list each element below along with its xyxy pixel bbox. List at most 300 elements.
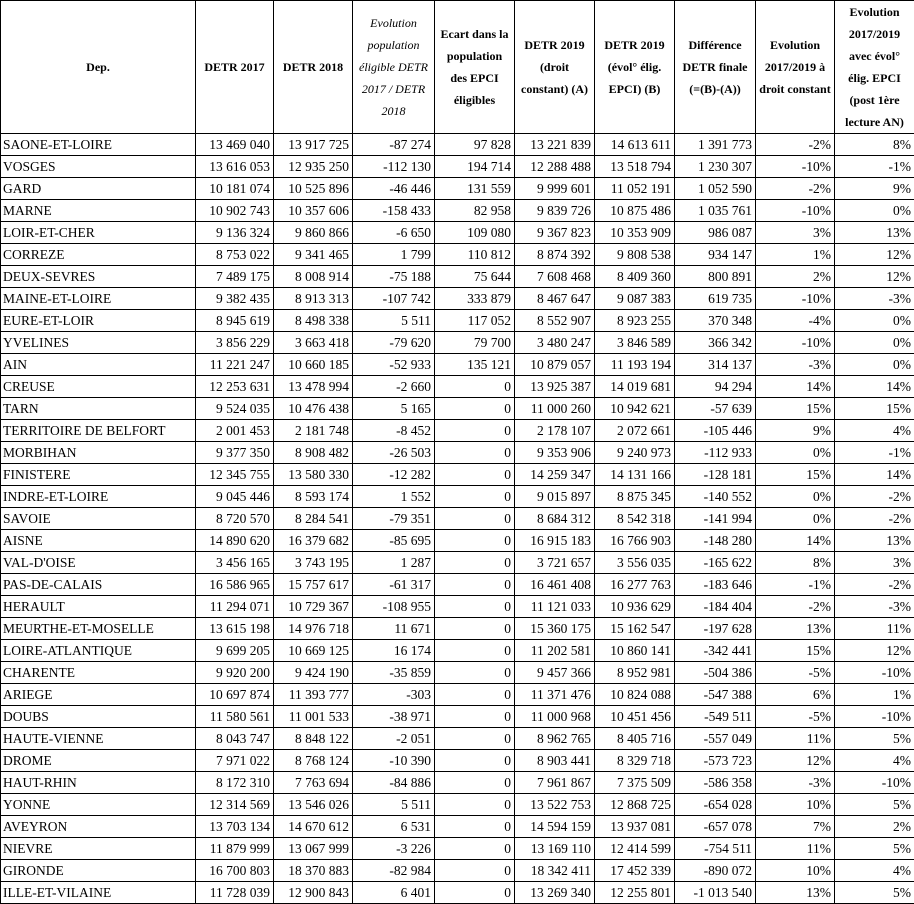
- cell-detr-2019-a: 11 000 260: [515, 398, 595, 420]
- header-row: [1, 1, 914, 134]
- cell-evolution-epci: 5%: [835, 838, 914, 860]
- cell-detr-2018: 9 341 465: [274, 244, 353, 266]
- cell-detr-2019-b: 7 375 509: [595, 772, 675, 794]
- cell-evolution-droit-constant: -3%: [756, 354, 835, 376]
- cell-ecart-epci: 0: [435, 640, 515, 662]
- cell-evolution-epci: 13%: [835, 222, 914, 244]
- cell-evolution-droit-constant: -10%: [756, 288, 835, 310]
- cell-difference: 934 147: [675, 244, 756, 266]
- cell-evolution-population: -26 503: [353, 442, 435, 464]
- cell-detr-2018: 13 546 026: [274, 794, 353, 816]
- cell-detr-2019-a: 13 925 387: [515, 376, 595, 398]
- cell-evolution-population: 1 287: [353, 552, 435, 574]
- cell-difference: -342 441: [675, 640, 756, 662]
- cell-evolution-epci: 4%: [835, 860, 914, 882]
- table-row: [1, 354, 914, 376]
- cell-ecart-epci: 0: [435, 464, 515, 486]
- cell-detr-2019-b: 14 613 611: [595, 134, 675, 156]
- cell-evolution-droit-constant: -10%: [756, 156, 835, 178]
- cell-detr-2019-b: 10 936 629: [595, 596, 675, 618]
- table-row: [1, 640, 914, 662]
- cell-detr-2017: 14 890 620: [196, 530, 274, 552]
- cell-difference: -573 723: [675, 750, 756, 772]
- cell-detr-2017: 11 294 071: [196, 596, 274, 618]
- cell-dep: YVELINES: [1, 332, 196, 354]
- cell-detr-2019-b: 15 162 547: [595, 618, 675, 640]
- cell-ecart-epci: 0: [435, 398, 515, 420]
- cell-evolution-epci: 12%: [835, 244, 914, 266]
- cell-evolution-population: -46 446: [353, 178, 435, 200]
- cell-detr-2017: 11 221 247: [196, 354, 274, 376]
- cell-detr-2019-b: 12 255 801: [595, 882, 675, 904]
- cell-evolution-droit-constant: -10%: [756, 200, 835, 222]
- cell-detr-2019-b: 13 518 794: [595, 156, 675, 178]
- cell-evolution-population: -79 351: [353, 508, 435, 530]
- cell-difference: -183 646: [675, 574, 756, 596]
- cell-evolution-population: 5 165: [353, 398, 435, 420]
- cell-dep: MEURTHE-ET-MOSELLE: [1, 618, 196, 640]
- cell-evolution-population: 5 511: [353, 310, 435, 332]
- cell-evolution-epci: -1%: [835, 156, 914, 178]
- cell-dep: ARIEGE: [1, 684, 196, 706]
- cell-evolution-epci: 5%: [835, 882, 914, 904]
- cell-dep: NIEVRE: [1, 838, 196, 860]
- cell-difference: -112 933: [675, 442, 756, 464]
- table-row: [1, 596, 914, 618]
- cell-dep: LOIR-ET-CHER: [1, 222, 196, 244]
- cell-dep: AVEYRON: [1, 816, 196, 838]
- table-row: [1, 574, 914, 596]
- cell-dep: HAUT-RHIN: [1, 772, 196, 794]
- cell-evolution-population: -108 955: [353, 596, 435, 618]
- cell-difference: 94 294: [675, 376, 756, 398]
- cell-detr-2019-a: 8 962 765: [515, 728, 595, 750]
- cell-detr-2019-b: 10 451 456: [595, 706, 675, 728]
- table-row: [1, 442, 914, 464]
- cell-evolution-epci: 15%: [835, 398, 914, 420]
- table-row: [1, 794, 914, 816]
- table-row: [1, 134, 914, 156]
- cell-detr-2019-a: 11 000 968: [515, 706, 595, 728]
- cell-evolution-epci: -2%: [835, 486, 914, 508]
- cell-ecart-epci: 131 559: [435, 178, 515, 200]
- cell-detr-2017: 12 253 631: [196, 376, 274, 398]
- cell-detr-2019-a: 11 121 033: [515, 596, 595, 618]
- cell-evolution-droit-constant: -2%: [756, 178, 835, 200]
- cell-ecart-epci: 0: [435, 574, 515, 596]
- cell-detr-2018: 11 001 533: [274, 706, 353, 728]
- cell-dep: HAUTE-VIENNE: [1, 728, 196, 750]
- cell-ecart-epci: 97 828: [435, 134, 515, 156]
- cell-evolution-droit-constant: 9%: [756, 420, 835, 442]
- cell-ecart-epci: 0: [435, 662, 515, 684]
- cell-detr-2019-a: 9 015 897: [515, 486, 595, 508]
- cell-detr-2018: 8 913 313: [274, 288, 353, 310]
- cell-dep: AIN: [1, 354, 196, 376]
- cell-evolution-epci: 8%: [835, 134, 914, 156]
- table-row: [1, 200, 914, 222]
- cell-detr-2019-a: 18 342 411: [515, 860, 595, 882]
- cell-dep: ILLE-ET-VILAINE: [1, 882, 196, 904]
- cell-ecart-epci: 0: [435, 552, 515, 574]
- cell-difference: -165 622: [675, 552, 756, 574]
- cell-ecart-epci: 117 052: [435, 310, 515, 332]
- cell-evolution-droit-constant: 0%: [756, 442, 835, 464]
- cell-evolution-epci: 14%: [835, 376, 914, 398]
- table-row: [1, 222, 914, 244]
- cell-dep: GIRONDE: [1, 860, 196, 882]
- cell-ecart-epci: 0: [435, 772, 515, 794]
- cell-dep: CORREZE: [1, 244, 196, 266]
- cell-ecart-epci: 0: [435, 420, 515, 442]
- cell-difference: -657 078: [675, 816, 756, 838]
- table-row: [1, 882, 914, 904]
- cell-detr-2019-b: 17 452 339: [595, 860, 675, 882]
- cell-detr-2019-a: 8 874 392: [515, 244, 595, 266]
- cell-difference: -547 388: [675, 684, 756, 706]
- table-row: [1, 662, 914, 684]
- cell-evolution-epci: 0%: [835, 354, 914, 376]
- cell-evolution-population: -38 971: [353, 706, 435, 728]
- cell-detr-2017: 9 377 350: [196, 442, 274, 464]
- cell-ecart-epci: 75 644: [435, 266, 515, 288]
- cell-detr-2018: 8 593 174: [274, 486, 353, 508]
- cell-ecart-epci: 0: [435, 376, 515, 398]
- cell-evolution-droit-constant: 6%: [756, 684, 835, 706]
- cell-evolution-population: -84 886: [353, 772, 435, 794]
- cell-detr-2019-a: 9 353 906: [515, 442, 595, 464]
- cell-detr-2019-b: 10 942 621: [595, 398, 675, 420]
- cell-evolution-epci: 4%: [835, 750, 914, 772]
- cell-dep: MORBIHAN: [1, 442, 196, 464]
- cell-dep: VAL-D'OISE: [1, 552, 196, 574]
- table-row: [1, 398, 914, 420]
- cell-ecart-epci: 135 121: [435, 354, 515, 376]
- cell-detr-2019-a: 11 202 581: [515, 640, 595, 662]
- cell-ecart-epci: 0: [435, 838, 515, 860]
- cell-ecart-epci: 0: [435, 816, 515, 838]
- cell-detr-2017: 16 586 965: [196, 574, 274, 596]
- cell-detr-2019-a: 9 839 726: [515, 200, 595, 222]
- cell-detr-2019-a: 13 169 110: [515, 838, 595, 860]
- cell-detr-2018: 3 663 418: [274, 332, 353, 354]
- cell-difference: -754 511: [675, 838, 756, 860]
- cell-evolution-droit-constant: 10%: [756, 794, 835, 816]
- cell-evolution-epci: 13%: [835, 530, 914, 552]
- cell-evolution-epci: 11%: [835, 618, 914, 640]
- cell-evolution-epci: 5%: [835, 728, 914, 750]
- cell-detr-2017: 8 945 619: [196, 310, 274, 332]
- cell-detr-2018: 14 976 718: [274, 618, 353, 640]
- cell-difference: 800 891: [675, 266, 756, 288]
- cell-evolution-droit-constant: 10%: [756, 860, 835, 882]
- cell-detr-2019-b: 10 875 486: [595, 200, 675, 222]
- cell-dep: FINISTERE: [1, 464, 196, 486]
- cell-ecart-epci: 82 958: [435, 200, 515, 222]
- cell-difference: -57 639: [675, 398, 756, 420]
- cell-evolution-droit-constant: -1%: [756, 574, 835, 596]
- cell-detr-2017: 7 489 175: [196, 266, 274, 288]
- cell-detr-2019-a: 7 961 867: [515, 772, 595, 794]
- cell-detr-2019-b: 10 353 909: [595, 222, 675, 244]
- cell-evolution-epci: -2%: [835, 574, 914, 596]
- cell-detr-2017: 10 181 074: [196, 178, 274, 200]
- cell-detr-2019-b: 10 824 088: [595, 684, 675, 706]
- cell-difference: 370 348: [675, 310, 756, 332]
- cell-evolution-epci: 1%: [835, 684, 914, 706]
- cell-ecart-epci: 0: [435, 882, 515, 904]
- cell-evolution-epci: -3%: [835, 288, 914, 310]
- header-detr-2017: DETR 2017: [196, 1, 274, 134]
- cell-dep: VOSGES: [1, 156, 196, 178]
- cell-difference: -140 552: [675, 486, 756, 508]
- cell-detr-2017: 12 314 569: [196, 794, 274, 816]
- table-row: [1, 618, 914, 640]
- cell-detr-2018: 8 848 122: [274, 728, 353, 750]
- cell-detr-2017: 3 456 165: [196, 552, 274, 574]
- cell-detr-2019-a: 8 903 441: [515, 750, 595, 772]
- cell-detr-2019-b: 8 952 981: [595, 662, 675, 684]
- cell-evolution-epci: 12%: [835, 640, 914, 662]
- cell-dep: SAONE-ET-LOIRE: [1, 134, 196, 156]
- cell-detr-2019-b: 3 556 035: [595, 552, 675, 574]
- cell-difference: -148 280: [675, 530, 756, 552]
- cell-difference: -654 028: [675, 794, 756, 816]
- cell-detr-2019-b: 8 875 345: [595, 486, 675, 508]
- cell-evolution-droit-constant: 11%: [756, 838, 835, 860]
- cell-detr-2019-b: 14 019 681: [595, 376, 675, 398]
- cell-evolution-population: -107 742: [353, 288, 435, 310]
- cell-ecart-epci: 194 714: [435, 156, 515, 178]
- cell-detr-2019-a: 7 608 468: [515, 266, 595, 288]
- cell-dep: DROME: [1, 750, 196, 772]
- cell-difference: 1 230 307: [675, 156, 756, 178]
- table-row: [1, 838, 914, 860]
- cell-detr-2017: 9 524 035: [196, 398, 274, 420]
- cell-detr-2019-a: 16 915 183: [515, 530, 595, 552]
- cell-dep: INDRE-ET-LOIRE: [1, 486, 196, 508]
- cell-detr-2018: 9 424 190: [274, 662, 353, 684]
- cell-evolution-population: -12 282: [353, 464, 435, 486]
- cell-detr-2019-a: 16 461 408: [515, 574, 595, 596]
- cell-evolution-droit-constant: 13%: [756, 882, 835, 904]
- cell-difference: -586 358: [675, 772, 756, 794]
- cell-detr-2017: 13 703 134: [196, 816, 274, 838]
- cell-detr-2017: 8 043 747: [196, 728, 274, 750]
- header-evolution-droit-constant: Evolution 2017/2019 à droit constant: [756, 1, 835, 134]
- cell-detr-2018: 10 660 185: [274, 354, 353, 376]
- cell-evolution-population: 16 174: [353, 640, 435, 662]
- cell-evolution-droit-constant: -5%: [756, 706, 835, 728]
- cell-detr-2019-a: 9 367 823: [515, 222, 595, 244]
- cell-detr-2019-a: 14 594 159: [515, 816, 595, 838]
- cell-difference: 366 342: [675, 332, 756, 354]
- cell-ecart-epci: 0: [435, 706, 515, 728]
- cell-detr-2017: 8 753 022: [196, 244, 274, 266]
- table-row: [1, 332, 914, 354]
- cell-dep: TARN: [1, 398, 196, 420]
- header-evolution-population: Evolution population éligible DETR 2017 / DETR 2018: [353, 1, 435, 134]
- cell-evolution-population: -10 390: [353, 750, 435, 772]
- cell-detr-2017: 9 136 324: [196, 222, 274, 244]
- cell-dep: AISNE: [1, 530, 196, 552]
- cell-evolution-population: -3 226: [353, 838, 435, 860]
- cell-evolution-population: -61 317: [353, 574, 435, 596]
- cell-evolution-epci: -1%: [835, 442, 914, 464]
- table-row: [1, 552, 914, 574]
- cell-evolution-droit-constant: 3%: [756, 222, 835, 244]
- cell-ecart-epci: 79 700: [435, 332, 515, 354]
- cell-evolution-population: 5 511: [353, 794, 435, 816]
- cell-detr-2017: 10 697 874: [196, 684, 274, 706]
- cell-evolution-epci: 4%: [835, 420, 914, 442]
- cell-detr-2019-b: 3 846 589: [595, 332, 675, 354]
- cell-ecart-epci: 0: [435, 508, 515, 530]
- cell-evolution-population: -82 984: [353, 860, 435, 882]
- cell-detr-2017: 13 616 053: [196, 156, 274, 178]
- cell-evolution-population: -2 660: [353, 376, 435, 398]
- cell-detr-2019-b: 14 131 166: [595, 464, 675, 486]
- cell-evolution-droit-constant: 2%: [756, 266, 835, 288]
- cell-evolution-population: -79 620: [353, 332, 435, 354]
- cell-difference: -184 404: [675, 596, 756, 618]
- cell-evolution-epci: 12%: [835, 266, 914, 288]
- cell-detr-2019-b: 8 923 255: [595, 310, 675, 332]
- cell-difference: 314 137: [675, 354, 756, 376]
- cell-detr-2017: 2 001 453: [196, 420, 274, 442]
- cell-difference: 619 735: [675, 288, 756, 310]
- cell-evolution-droit-constant: 12%: [756, 750, 835, 772]
- cell-evolution-droit-constant: 8%: [756, 552, 835, 574]
- cell-evolution-population: 11 671: [353, 618, 435, 640]
- cell-dep: CHARENTE: [1, 662, 196, 684]
- cell-difference: -557 049: [675, 728, 756, 750]
- cell-evolution-droit-constant: 15%: [756, 398, 835, 420]
- cell-detr-2019-a: 8 684 312: [515, 508, 595, 530]
- cell-ecart-epci: 0: [435, 596, 515, 618]
- cell-detr-2018: 7 763 694: [274, 772, 353, 794]
- cell-detr-2017: 9 382 435: [196, 288, 274, 310]
- cell-detr-2018: 9 860 866: [274, 222, 353, 244]
- cell-detr-2019-b: 8 405 716: [595, 728, 675, 750]
- header-dep: Dep.: [1, 1, 196, 134]
- cell-evolution-droit-constant: 15%: [756, 464, 835, 486]
- cell-detr-2019-a: 3 721 657: [515, 552, 595, 574]
- cell-detr-2017: 13 615 198: [196, 618, 274, 640]
- cell-evolution-population: -6 650: [353, 222, 435, 244]
- table-row: [1, 706, 914, 728]
- table-body: [1, 134, 914, 904]
- table-row: [1, 860, 914, 882]
- cell-detr-2018: 11 393 777: [274, 684, 353, 706]
- cell-detr-2019-a: 13 522 753: [515, 794, 595, 816]
- cell-evolution-droit-constant: 7%: [756, 816, 835, 838]
- cell-evolution-epci: 0%: [835, 332, 914, 354]
- cell-evolution-epci: -2%: [835, 508, 914, 530]
- cell-dep: MAINE-ET-LOIRE: [1, 288, 196, 310]
- cell-evolution-epci: -10%: [835, 706, 914, 728]
- cell-evolution-epci: 0%: [835, 200, 914, 222]
- cell-difference: -890 072: [675, 860, 756, 882]
- cell-detr-2018: 13 067 999: [274, 838, 353, 860]
- cell-evolution-droit-constant: 11%: [756, 728, 835, 750]
- cell-ecart-epci: 0: [435, 860, 515, 882]
- table-row: [1, 816, 914, 838]
- cell-ecart-epci: 110 812: [435, 244, 515, 266]
- cell-detr-2019-b: 16 277 763: [595, 574, 675, 596]
- cell-detr-2018: 13 478 994: [274, 376, 353, 398]
- cell-dep: YONNE: [1, 794, 196, 816]
- cell-dep: CREUSE: [1, 376, 196, 398]
- cell-detr-2019-a: 9 999 601: [515, 178, 595, 200]
- cell-difference: -1 013 540: [675, 882, 756, 904]
- cell-detr-2018: 8 498 338: [274, 310, 353, 332]
- cell-evolution-epci: 9%: [835, 178, 914, 200]
- cell-evolution-droit-constant: 13%: [756, 618, 835, 640]
- cell-dep: GARD: [1, 178, 196, 200]
- table-row: [1, 156, 914, 178]
- table-row: [1, 530, 914, 552]
- cell-detr-2019-a: 13 269 340: [515, 882, 595, 904]
- cell-difference: 1 035 761: [675, 200, 756, 222]
- header-difference: Différence DETR finale (=(B)-(A)): [675, 1, 756, 134]
- table-row: [1, 288, 914, 310]
- cell-detr-2019-a: 12 288 488: [515, 156, 595, 178]
- cell-detr-2017: 7 971 022: [196, 750, 274, 772]
- cell-evolution-epci: 14%: [835, 464, 914, 486]
- cell-ecart-epci: 109 080: [435, 222, 515, 244]
- cell-difference: -197 628: [675, 618, 756, 640]
- table-row: [1, 464, 914, 486]
- cell-ecart-epci: 0: [435, 618, 515, 640]
- cell-dep: PAS-DE-CALAIS: [1, 574, 196, 596]
- cell-detr-2018: 16 379 682: [274, 530, 353, 552]
- cell-dep: DEUX-SEVRES: [1, 266, 196, 288]
- cell-ecart-epci: 0: [435, 794, 515, 816]
- cell-evolution-droit-constant: 14%: [756, 530, 835, 552]
- cell-evolution-population: -85 695: [353, 530, 435, 552]
- cell-evolution-droit-constant: 14%: [756, 376, 835, 398]
- cell-evolution-epci: 3%: [835, 552, 914, 574]
- cell-detr-2019-a: 9 457 366: [515, 662, 595, 684]
- cell-evolution-droit-constant: -4%: [756, 310, 835, 332]
- header-evolution-epci: Evolution 2017/2019 avec évol° élig. EPCI (post 1ère lecture AN): [835, 1, 914, 134]
- cell-detr-2017: 11 580 561: [196, 706, 274, 728]
- cell-detr-2017: 3 856 229: [196, 332, 274, 354]
- cell-difference: 1 052 590: [675, 178, 756, 200]
- cell-difference: -549 511: [675, 706, 756, 728]
- cell-detr-2018: 10 669 125: [274, 640, 353, 662]
- cell-detr-2019-b: 9 240 973: [595, 442, 675, 464]
- cell-dep: HERAULT: [1, 596, 196, 618]
- cell-detr-2019-a: 14 259 347: [515, 464, 595, 486]
- table-row: [1, 486, 914, 508]
- cell-detr-2017: 9 045 446: [196, 486, 274, 508]
- cell-dep: SAVOIE: [1, 508, 196, 530]
- cell-evolution-population: -2 051: [353, 728, 435, 750]
- cell-evolution-population: 1 799: [353, 244, 435, 266]
- cell-detr-2017: 9 920 200: [196, 662, 274, 684]
- cell-evolution-population: 1 552: [353, 486, 435, 508]
- cell-evolution-droit-constant: -10%: [756, 332, 835, 354]
- cell-evolution-droit-constant: -3%: [756, 772, 835, 794]
- cell-evolution-population: -158 433: [353, 200, 435, 222]
- cell-ecart-epci: 0: [435, 750, 515, 772]
- table-row: [1, 376, 914, 398]
- cell-detr-2018: 10 476 438: [274, 398, 353, 420]
- cell-detr-2018: 2 181 748: [274, 420, 353, 442]
- cell-dep: DOUBS: [1, 706, 196, 728]
